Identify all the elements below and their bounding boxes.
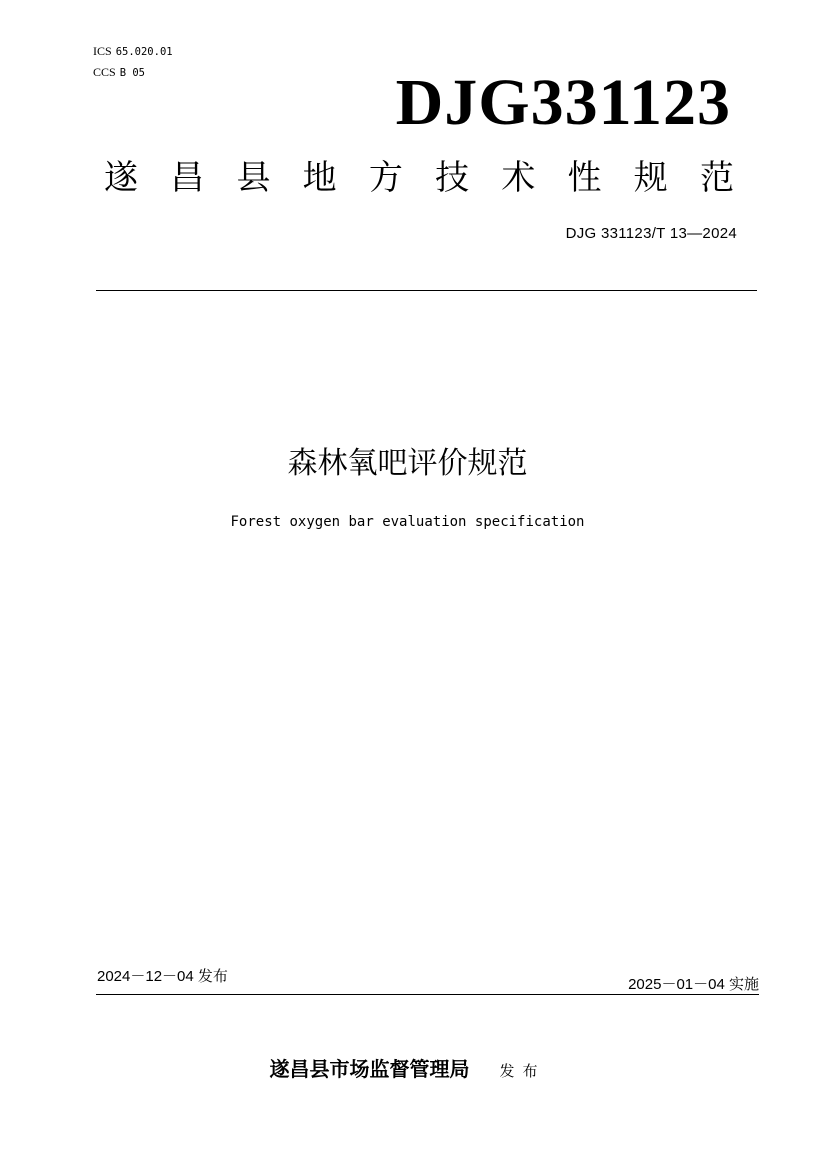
standard-type-char: 技 [435, 158, 470, 198]
standard-type-heading [104, 158, 734, 198]
standard-type-char: 遂 [104, 158, 138, 198]
implement-date: 2025－01－04 实施 [628, 976, 759, 993]
standard-type-char: 地 [302, 158, 337, 198]
standard-type-char: 规 [633, 158, 668, 198]
ics-label: ICS [93, 44, 112, 58]
ccs-line [93, 62, 173, 83]
header-divider [96, 290, 757, 291]
issue-label: 发布 [499, 1062, 546, 1080]
document-title-english: Forest oxygen bar evaluation specification [230, 514, 585, 530]
ccs-label: CCS [93, 65, 116, 79]
issuer-line [0, 1053, 815, 1082]
standard-type-char: 性 [567, 158, 602, 198]
standard-type-char: 范 [699, 158, 734, 198]
ccs-value: B 05 [119, 67, 145, 79]
document-code: DJG331123 [395, 66, 731, 139]
classification-codes [93, 41, 173, 83]
footer-divider [96, 994, 759, 995]
document-title-chinese: 森林氧吧评价规范 [287, 446, 528, 481]
standard-number: DJG 331123/T 13—2024 [565, 225, 737, 242]
publish-date: 2024－12－04 发布 [97, 968, 228, 985]
standard-type-char: 昌 [170, 158, 205, 198]
standard-type-char: 术 [501, 158, 536, 198]
standard-type-char: 方 [368, 158, 403, 198]
issuing-authority: 遂昌县市场监督管理局 [269, 1057, 470, 1081]
ics-line [93, 41, 173, 62]
standard-type-char: 县 [236, 158, 271, 198]
ics-value: 65.020.01 [115, 46, 173, 58]
